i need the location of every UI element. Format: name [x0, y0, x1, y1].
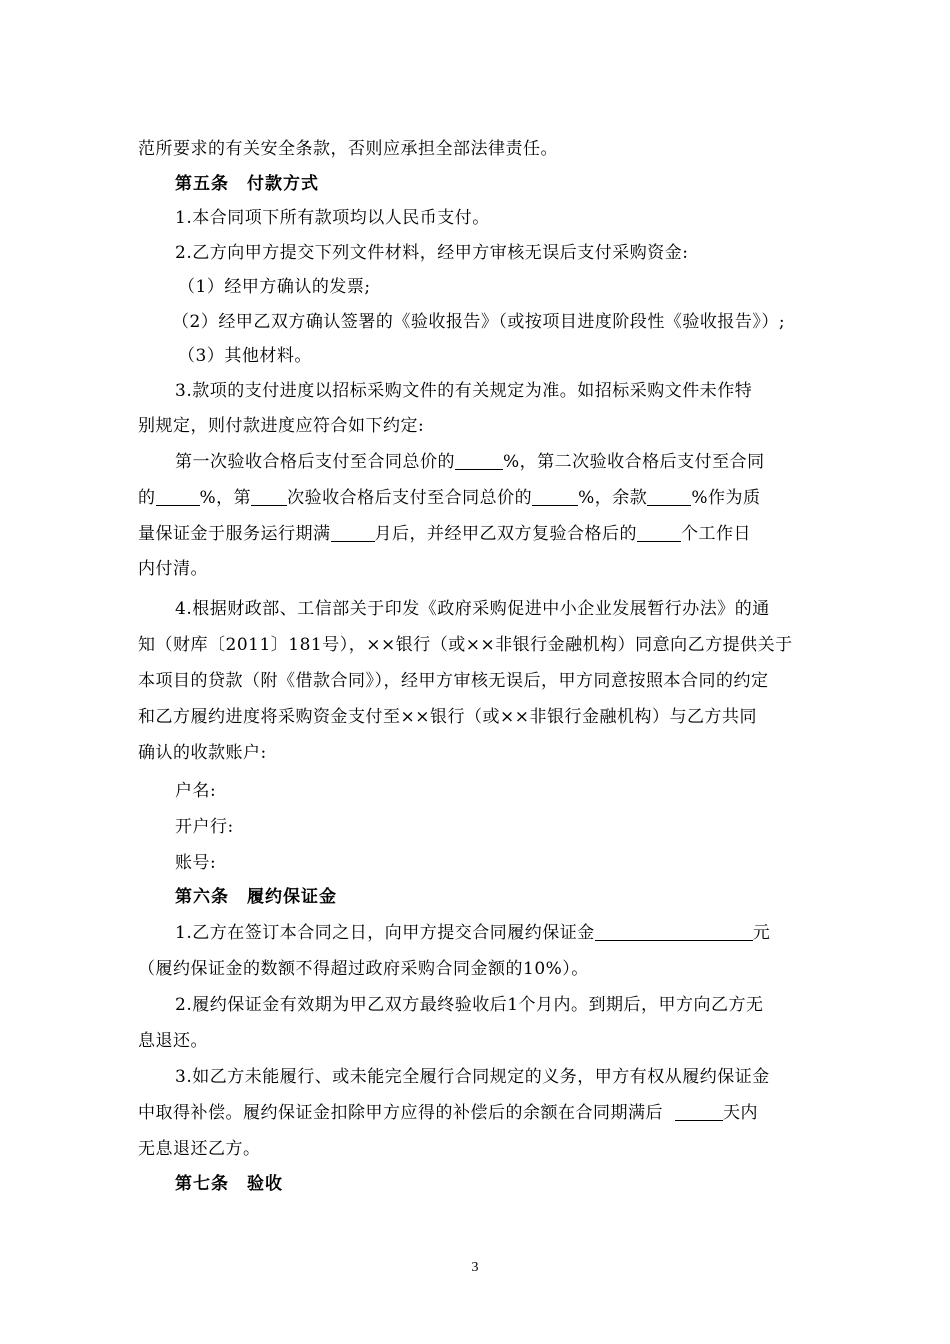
- paragraph-line: 范所要求的有关安全条款，否则应承担全部法律责任。: [138, 139, 558, 159]
- payment-text: 月后，并经甲乙双方复验合格后的: [374, 524, 637, 544]
- paragraph-line: 别规定，则付款进度应符合如下约定:: [138, 416, 425, 436]
- payment-line-1: [175, 451, 814, 473]
- paragraph-line: 知（财库〔2011〕181号），××银行（或××非银行金融机构）同意向乙方提供关于: [138, 635, 793, 655]
- payment-text: %，余款: [578, 488, 648, 508]
- payment-line-2: [138, 487, 814, 509]
- paragraph-line: 3.如乙方未能履行、或未能完全履行合同规定的义务，甲方有权从履约保证金: [175, 1067, 770, 1087]
- paragraph-line: 确认的收款账户:: [138, 743, 267, 763]
- percent-blank[interactable]: [647, 489, 691, 506]
- amount-blank[interactable]: [595, 924, 753, 941]
- deposit-refund-line: [138, 1102, 814, 1124]
- paragraph-line: 3.款项的支付进度以招标采购文件的有关规定为准。如招标采购文件未作特: [175, 381, 753, 401]
- days-blank[interactable]: [637, 525, 681, 542]
- payment-text: 的: [138, 488, 156, 508]
- payment-text: 第一次验收合格后支付至合同总价的: [175, 452, 455, 472]
- account-name-label: 户名:: [175, 781, 217, 801]
- article-7-heading: 第七条 验收: [175, 1174, 283, 1194]
- payment-text: %，第: [199, 488, 252, 508]
- payment-text: 量保证金于服务运行期满: [138, 524, 331, 544]
- percent-blank[interactable]: [156, 489, 200, 506]
- paragraph-line: 本项目的贷款（附《借款合同》），经甲方审核无误后，甲方同意按照本合同的约定: [138, 671, 769, 691]
- paragraph-line: 2.履约保证金有效期为甲乙双方最终验收后1个月内。到期后，甲方向乙方无: [175, 995, 764, 1015]
- paragraph-line: 和乙方履约进度将采购资金支付至××银行（或××非银行金融机构）与乙方共同: [138, 707, 757, 727]
- payment-text: %作为质: [691, 488, 761, 508]
- paragraph-line: 息退还。: [138, 1031, 208, 1051]
- paragraph-line: 内付清。: [138, 559, 208, 579]
- payment-line-3: [138, 523, 814, 545]
- payment-text: 个工作日: [681, 524, 751, 544]
- days-blank[interactable]: [675, 1104, 723, 1121]
- refund-text: 天内: [723, 1103, 758, 1123]
- list-item: （1）经甲方确认的发票;: [178, 277, 371, 297]
- percent-blank[interactable]: [455, 453, 503, 470]
- list-item: （2）经甲乙双方确认签署的《验收报告》（或按项目进度阶段性《验收报告》）;: [172, 312, 786, 332]
- percent-blank[interactable]: [532, 489, 578, 506]
- paragraph-line: 1.本合同项下所有款项均以人民币支付。: [175, 208, 490, 228]
- refund-text: 中取得补偿。履约保证金扣除甲方应得的补偿后的余额在合同期满后: [138, 1103, 663, 1123]
- deposit-line: [175, 922, 814, 944]
- page-number: 3: [471, 1260, 479, 1275]
- months-blank[interactable]: [331, 525, 375, 542]
- count-blank[interactable]: [251, 489, 287, 506]
- paragraph-line: 4.根据财政部、工信部关于印发《政府采购促进中小企业发展暂行办法》的通: [175, 599, 770, 619]
- article-6-heading: 第六条 履约保证金: [175, 887, 337, 907]
- list-item: （3）其他材料。: [178, 346, 312, 366]
- paragraph-line: （履约保证金的数额不得超过政府采购合同金额的10%）。: [138, 959, 589, 979]
- payment-text: 次验收合格后支付至合同总价的: [287, 488, 533, 508]
- paragraph-line: 2.乙方向甲方提交下列文件材料，经甲方审核无误后支付采购资金:: [175, 243, 689, 263]
- paragraph-line: 无息退还乙方。: [138, 1139, 261, 1159]
- deposit-unit: 元: [752, 923, 771, 943]
- article-5-heading: 第五条 付款方式: [175, 174, 319, 194]
- payment-text: %，第二次验收合格后支付至合同: [503, 452, 765, 472]
- account-number-label: 账号:: [175, 853, 217, 873]
- deposit-text: 1.乙方在签订本合同之日，向甲方提交合同履约保证金: [175, 923, 595, 943]
- account-bank-label: 开户行:: [175, 817, 234, 837]
